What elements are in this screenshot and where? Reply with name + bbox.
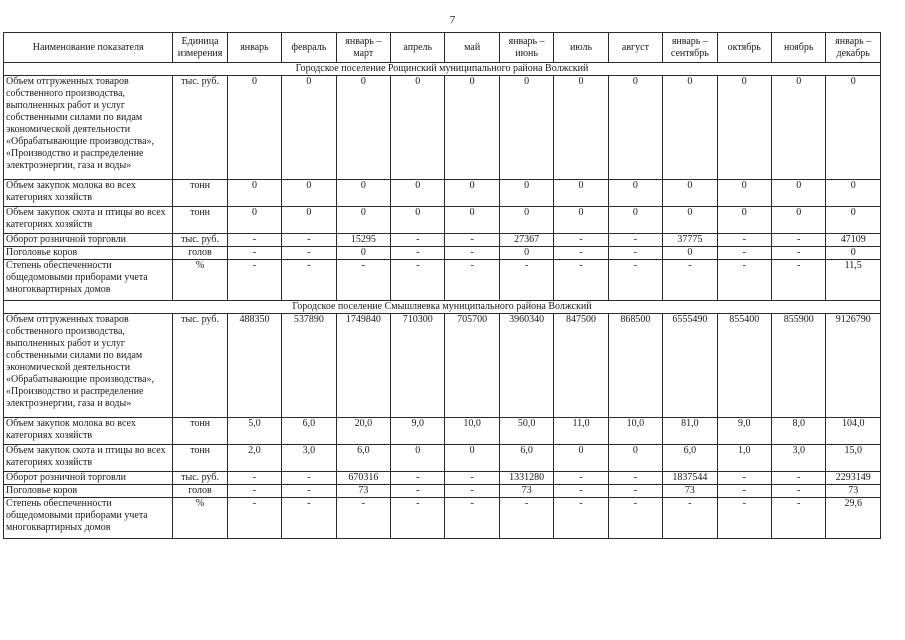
- header-period: январь – сентябрь: [663, 33, 717, 63]
- value-cell: -: [663, 498, 717, 539]
- value-cell: 1,0: [717, 445, 771, 472]
- value-cell: -: [336, 260, 390, 301]
- value-cell: 0: [391, 445, 445, 472]
- table-row: [4, 247, 881, 260]
- value-cell: -: [499, 260, 553, 301]
- value-cell: 104,0: [826, 418, 881, 445]
- value-cell: 9126790: [826, 314, 881, 418]
- value-cell: 0: [282, 207, 336, 234]
- unit-cell: тыс. руб.: [173, 76, 227, 180]
- value-cell: -: [608, 234, 662, 247]
- value-cell: -: [227, 485, 281, 498]
- value-cell: 0: [554, 180, 608, 207]
- table-row: [4, 260, 881, 301]
- value-cell: 29,6: [826, 498, 881, 539]
- header-period: май: [445, 33, 499, 63]
- value-cell: 15,0: [826, 445, 881, 472]
- value-cell: 0: [445, 207, 499, 234]
- value-cell: -: [227, 234, 281, 247]
- value-cell: -: [771, 485, 825, 498]
- value-cell: -: [608, 472, 662, 485]
- indicator-name: Объем закупок скота и птицы во всех категориях хозяйств: [4, 207, 173, 234]
- value-cell: -: [391, 234, 445, 247]
- indicator-name: Объем закупок скота и птицы во всех категориях хозяйств: [4, 445, 173, 472]
- value-cell: -: [227, 247, 281, 260]
- table-row: [4, 234, 881, 247]
- value-cell: -: [445, 234, 499, 247]
- unit-cell: голов: [173, 485, 227, 498]
- header-period: октябрь: [717, 33, 771, 63]
- value-cell: 0: [717, 207, 771, 234]
- value-cell: -: [282, 260, 336, 301]
- indicator-name: Степень обеспеченности общедомовыми приборами учета многоквартирных домов: [4, 260, 173, 301]
- unit-cell: тонн: [173, 418, 227, 445]
- value-cell: -: [445, 498, 499, 539]
- value-cell: -: [554, 247, 608, 260]
- value-cell: 0: [391, 207, 445, 234]
- value-cell: 0: [227, 76, 281, 180]
- value-cell: 3960340: [499, 314, 553, 418]
- unit-cell: тыс. руб.: [173, 314, 227, 418]
- value-cell: -: [717, 234, 771, 247]
- value-cell: 8,0: [771, 418, 825, 445]
- value-cell: -: [336, 498, 390, 539]
- value-cell: -: [282, 234, 336, 247]
- value-cell: 10,0: [608, 418, 662, 445]
- table-row: [4, 498, 881, 539]
- table-row: [4, 445, 881, 472]
- value-cell: 37775: [663, 234, 717, 247]
- value-cell: 0: [717, 76, 771, 180]
- unit-cell: тонн: [173, 180, 227, 207]
- value-cell: 0: [391, 76, 445, 180]
- section-title: Городское поселение Рощинский муниципального района Волжский: [4, 63, 881, 76]
- value-cell: 0: [391, 180, 445, 207]
- value-cell: 0: [336, 76, 390, 180]
- value-cell: -: [608, 260, 662, 301]
- value-cell: 0: [282, 180, 336, 207]
- value-cell: -: [391, 472, 445, 485]
- value-cell: 6,0: [282, 418, 336, 445]
- value-cell: -: [554, 485, 608, 498]
- value-cell: 0: [445, 180, 499, 207]
- value-cell: -: [391, 247, 445, 260]
- header-period: ноябрь: [771, 33, 825, 63]
- value-cell: 15295: [336, 234, 390, 247]
- value-cell: -: [445, 247, 499, 260]
- unit-cell: голов: [173, 247, 227, 260]
- value-cell: 0: [445, 445, 499, 472]
- value-cell: 0: [826, 207, 881, 234]
- value-cell: -: [445, 472, 499, 485]
- value-cell: 73: [826, 485, 881, 498]
- value-cell: 0: [608, 180, 662, 207]
- value-cell: -: [717, 498, 771, 539]
- value-cell: 0: [554, 445, 608, 472]
- header-period: январь – июнь: [499, 33, 553, 63]
- value-cell: 0: [663, 247, 717, 260]
- value-cell: -: [771, 498, 825, 539]
- indicator-name: Объем отгруженных товаров собственного производства, выполненных работ и услуг собственными силами по видам экономической деятельности «Обрабатывающие производства», «Производство и распределение электроэнергии, газа и воды»: [4, 76, 173, 180]
- value-cell: 0: [554, 207, 608, 234]
- value-cell: 11,5: [826, 260, 881, 301]
- value-cell: -: [282, 472, 336, 485]
- value-cell: -: [717, 485, 771, 498]
- value-cell: 73: [663, 485, 717, 498]
- table-row: [4, 472, 881, 485]
- header-period: январь – декабрь: [826, 33, 881, 63]
- value-cell: 0: [826, 247, 881, 260]
- table-row: [4, 485, 881, 498]
- header-period: июль: [554, 33, 608, 63]
- value-cell: -: [771, 234, 825, 247]
- value-cell: 0: [336, 180, 390, 207]
- section-header-row: [4, 63, 881, 76]
- value-cell: -: [282, 485, 336, 498]
- section-title: Городское поселение Смышляевка муниципального района Волжский: [4, 301, 881, 314]
- value-cell: -: [227, 260, 281, 301]
- value-cell: -: [391, 260, 445, 301]
- value-cell: 0: [336, 207, 390, 234]
- value-cell: 488350: [227, 314, 281, 418]
- value-cell: -: [282, 247, 336, 260]
- value-cell: 73: [499, 485, 553, 498]
- value-cell: 2293149: [826, 472, 881, 485]
- value-cell: 0: [663, 207, 717, 234]
- indicators-table: [3, 32, 881, 539]
- value-cell: 11,0: [554, 418, 608, 445]
- value-cell: 27367: [499, 234, 553, 247]
- indicator-name: Объем закупок молока во всех категориях хозяйств: [4, 418, 173, 445]
- value-cell: 20,0: [336, 418, 390, 445]
- value-cell: -: [717, 247, 771, 260]
- unit-cell: тонн: [173, 445, 227, 472]
- table-row: [4, 180, 881, 207]
- value-cell: 710300: [391, 314, 445, 418]
- value-cell: 0: [499, 207, 553, 234]
- value-cell: 0: [608, 76, 662, 180]
- value-cell: -: [554, 260, 608, 301]
- header-unit: Единица измерения: [173, 33, 227, 63]
- value-cell: 0: [499, 76, 553, 180]
- value-cell: 0: [336, 247, 390, 260]
- indicator-name: Оборот розничной торговли: [4, 234, 173, 247]
- value-cell: -: [771, 247, 825, 260]
- indicator-name: Оборот розничной торговли: [4, 472, 173, 485]
- value-cell: -: [771, 472, 825, 485]
- unit-cell: тыс. руб.: [173, 234, 227, 247]
- unit-cell: тыс. руб.: [173, 472, 227, 485]
- unit-cell: %: [173, 498, 227, 539]
- header-period: январь – март: [336, 33, 390, 63]
- value-cell: 0: [771, 76, 825, 180]
- unit-cell: тонн: [173, 207, 227, 234]
- value-cell: 0: [608, 207, 662, 234]
- page-number: 7: [449, 14, 456, 26]
- value-cell: -: [554, 234, 608, 247]
- value-cell: 0: [445, 76, 499, 180]
- value-cell: 73: [336, 485, 390, 498]
- value-cell: 0: [499, 180, 553, 207]
- header-period: январь: [227, 33, 281, 63]
- value-cell: -: [554, 498, 608, 539]
- value-cell: 0: [826, 76, 881, 180]
- indicator-name: Поголовье коров: [4, 247, 173, 260]
- value-cell: 3,0: [282, 445, 336, 472]
- value-cell: -: [227, 472, 281, 485]
- value-cell: -: [445, 260, 499, 301]
- value-cell: 0: [771, 180, 825, 207]
- value-cell: 1837544: [663, 472, 717, 485]
- value-cell: 6,0: [336, 445, 390, 472]
- header-name: Наименование показателя: [4, 33, 173, 63]
- value-cell: 0: [771, 207, 825, 234]
- value-cell: 0: [608, 445, 662, 472]
- value-cell: 855400: [717, 314, 771, 418]
- indicator-name: Объем закупок молока во всех категориях хозяйств: [4, 180, 173, 207]
- value-cell: 81,0: [663, 418, 717, 445]
- value-cell: 0: [282, 76, 336, 180]
- value-cell: -: [608, 247, 662, 260]
- value-cell: 2,0: [227, 445, 281, 472]
- table-row: [4, 418, 881, 445]
- value-cell: -: [227, 498, 281, 539]
- value-cell: 670316: [336, 472, 390, 485]
- value-cell: 9,0: [391, 418, 445, 445]
- value-cell: 9,0: [717, 418, 771, 445]
- indicator-name: Поголовье коров: [4, 485, 173, 498]
- value-cell: -: [717, 260, 771, 301]
- value-cell: 847500: [554, 314, 608, 418]
- value-cell: 1331280: [499, 472, 553, 485]
- value-cell: 0: [227, 207, 281, 234]
- value-cell: -: [445, 485, 499, 498]
- value-cell: -: [391, 498, 445, 539]
- value-cell: -: [282, 498, 336, 539]
- table-body: [4, 63, 881, 539]
- value-cell: 50,0: [499, 418, 553, 445]
- indicator-name: Степень обеспеченности общедомовыми приборами учета многоквартирных домов: [4, 498, 173, 539]
- value-cell: 5,0: [227, 418, 281, 445]
- value-cell: 0: [499, 247, 553, 260]
- value-cell: 868500: [608, 314, 662, 418]
- value-cell: -: [391, 485, 445, 498]
- section-header-row: [4, 301, 881, 314]
- header-period: апрель: [391, 33, 445, 63]
- value-cell: 0: [227, 180, 281, 207]
- value-cell: 855900: [771, 314, 825, 418]
- value-cell: 0: [554, 76, 608, 180]
- table-row: [4, 314, 881, 418]
- value-cell: -: [608, 485, 662, 498]
- table-row: [4, 207, 881, 234]
- value-cell: 6,0: [663, 445, 717, 472]
- header-period: август: [608, 33, 662, 63]
- header-period: февраль: [282, 33, 336, 63]
- value-cell: 537890: [282, 314, 336, 418]
- indicator-name: Объем отгруженных товаров собственного производства, выполненных работ и услуг собственными силами по видам экономической деятельности «Обрабатывающие производства», «Производство и распределение электроэнергии, газа и воды»: [4, 314, 173, 418]
- value-cell: -: [663, 260, 717, 301]
- table-row: [4, 76, 881, 180]
- value-cell: 6555490: [663, 314, 717, 418]
- value-cell: 0: [826, 180, 881, 207]
- value-cell: 3,0: [771, 445, 825, 472]
- value-cell: -: [499, 498, 553, 539]
- value-cell: 47109: [826, 234, 881, 247]
- unit-cell: %: [173, 260, 227, 301]
- value-cell: -: [771, 260, 825, 301]
- header-row: [4, 33, 881, 63]
- value-cell: -: [717, 472, 771, 485]
- value-cell: 705700: [445, 314, 499, 418]
- value-cell: -: [608, 498, 662, 539]
- value-cell: 10,0: [445, 418, 499, 445]
- value-cell: 1749840: [336, 314, 390, 418]
- value-cell: 0: [663, 76, 717, 180]
- value-cell: 0: [663, 180, 717, 207]
- value-cell: 0: [717, 180, 771, 207]
- value-cell: 6,0: [499, 445, 553, 472]
- value-cell: -: [554, 472, 608, 485]
